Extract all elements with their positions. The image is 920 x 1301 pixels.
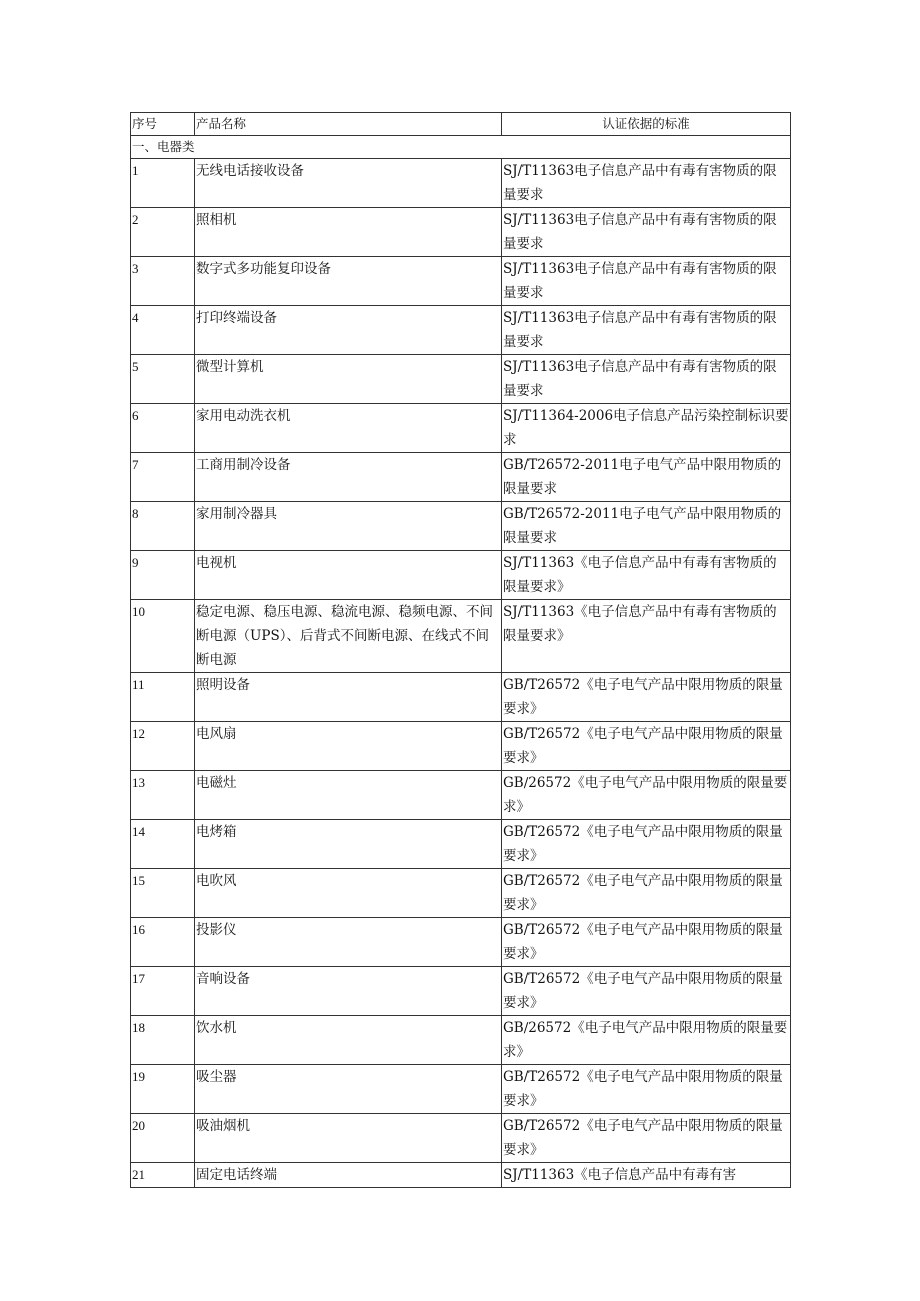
product-name: 数字式多功能复印设备: [195, 257, 502, 306]
table-row: [131, 918, 791, 967]
standard-text: GB/T26572《电子电气产品中限用物质的限量要求》: [502, 722, 791, 771]
standard-text: GB/T26572-2011电子电气产品中限用物质的限量要求: [502, 502, 791, 551]
row-number: 6: [131, 404, 195, 453]
header-row: [131, 113, 791, 136]
standard-text: GB/T26572《电子电气产品中限用物质的限量要求》: [502, 1065, 791, 1114]
standard-text: SJ/T11363电子信息产品中有毒有害物质的限量要求: [502, 355, 791, 404]
product-name: 电烤箱: [195, 820, 502, 869]
product-name: 投影仪: [195, 918, 502, 967]
standard-text: GB/T26572《电子电气产品中限用物质的限量要求》: [502, 673, 791, 722]
table-row: [131, 1114, 791, 1163]
standard-text: SJ/T11363《电子信息产品中有毒有害物质的限量要求》: [502, 600, 791, 673]
header-name: 产品名称: [195, 113, 502, 136]
table-row: [131, 771, 791, 820]
row-number: 10: [131, 600, 195, 673]
product-name: 照相机: [195, 208, 502, 257]
table-row: [131, 257, 791, 306]
standard-text: SJ/T11363电子信息产品中有毒有害物质的限量要求: [502, 257, 791, 306]
standards-table: [130, 112, 791, 1188]
table-row: [131, 1016, 791, 1065]
product-name: 饮水机: [195, 1016, 502, 1065]
table-row: [131, 453, 791, 502]
standard-text: SJ/T11363电子信息产品中有毒有害物质的限量要求: [502, 159, 791, 208]
row-number: 9: [131, 551, 195, 600]
table-row: [131, 967, 791, 1016]
row-number: 1: [131, 159, 195, 208]
standard-text: GB/T26572《电子电气产品中限用物质的限量要求》: [502, 1114, 791, 1163]
table-row: [131, 355, 791, 404]
row-number: 7: [131, 453, 195, 502]
table-row: [131, 551, 791, 600]
header-no: 序号: [131, 113, 195, 136]
product-name: 家用电动洗衣机: [195, 404, 502, 453]
table-row: [131, 159, 791, 208]
table-row: [131, 1163, 791, 1188]
row-number: 8: [131, 502, 195, 551]
product-name: 音响设备: [195, 967, 502, 1016]
row-number: 20: [131, 1114, 195, 1163]
table-row: [131, 1065, 791, 1114]
product-name: 电视机: [195, 551, 502, 600]
product-name: 吸油烟机: [195, 1114, 502, 1163]
product-name: 稳定电源、稳压电源、稳流电源、稳频电源、不间断电源（UPS）、后背式不间断电源、在线式不间断电源: [195, 600, 502, 673]
section-row: [131, 136, 791, 159]
row-number: 5: [131, 355, 195, 404]
row-number: 12: [131, 722, 195, 771]
section-title: 一、电器类: [131, 136, 791, 159]
row-number: 21: [131, 1163, 195, 1188]
product-name: 家用制冷器具: [195, 502, 502, 551]
standard-text: GB/T26572《电子电气产品中限用物质的限量要求》: [502, 820, 791, 869]
product-name: 电磁灶: [195, 771, 502, 820]
standard-text: SJ/T11363电子信息产品中有毒有害物质的限量要求: [502, 306, 791, 355]
row-number: 3: [131, 257, 195, 306]
table-row: [131, 869, 791, 918]
standard-text: GB/T26572《电子电气产品中限用物质的限量要求》: [502, 918, 791, 967]
table-row: [131, 820, 791, 869]
row-number: 19: [131, 1065, 195, 1114]
table-row: [131, 600, 791, 673]
standard-text: GB∕26572《电子电气产品中限用物质的限量要求》: [502, 1016, 791, 1065]
product-name: 吸尘器: [195, 1065, 502, 1114]
standard-text: GB/T26572《电子电气产品中限用物质的限量要求》: [502, 967, 791, 1016]
product-name: 照明设备: [195, 673, 502, 722]
row-number: 11: [131, 673, 195, 722]
row-number: 2: [131, 208, 195, 257]
standard-text: SJ/T11363电子信息产品中有毒有害物质的限量要求: [502, 208, 791, 257]
row-number: 14: [131, 820, 195, 869]
standard-text: SJ/T11364-2006电子信息产品污染控制标识要求: [502, 404, 791, 453]
table-row: [131, 502, 791, 551]
standard-text: SJ/T11363《电子信息产品中有毒有害: [502, 1163, 791, 1188]
product-name: 打印终端设备: [195, 306, 502, 355]
product-name: 工商用制冷设备: [195, 453, 502, 502]
standard-text: GB/T26572-2011电子电气产品中限用物质的限量要求: [502, 453, 791, 502]
product-name: 微型计算机: [195, 355, 502, 404]
row-number: 15: [131, 869, 195, 918]
table-row: [131, 722, 791, 771]
row-number: 13: [131, 771, 195, 820]
product-name: 电风扇: [195, 722, 502, 771]
product-name: 电吹风: [195, 869, 502, 918]
table-row: [131, 673, 791, 722]
row-number: 4: [131, 306, 195, 355]
table-row: [131, 306, 791, 355]
product-name: 无线电话接收设备: [195, 159, 502, 208]
header-standard: 认证依据的标准: [502, 113, 791, 136]
row-number: 17: [131, 967, 195, 1016]
standard-text: GB∕26572《电子电气产品中限用物质的限量要求》: [502, 771, 791, 820]
row-number: 18: [131, 1016, 195, 1065]
table-row: [131, 208, 791, 257]
row-number: 16: [131, 918, 195, 967]
table-body: [131, 113, 791, 1188]
product-name: 固定电话终端: [195, 1163, 502, 1188]
table-row: [131, 404, 791, 453]
standard-text: GB/T26572《电子电气产品中限用物质的限量要求》: [502, 869, 791, 918]
standard-text: SJ/T11363《电子信息产品中有毒有害物质的限量要求》: [502, 551, 791, 600]
